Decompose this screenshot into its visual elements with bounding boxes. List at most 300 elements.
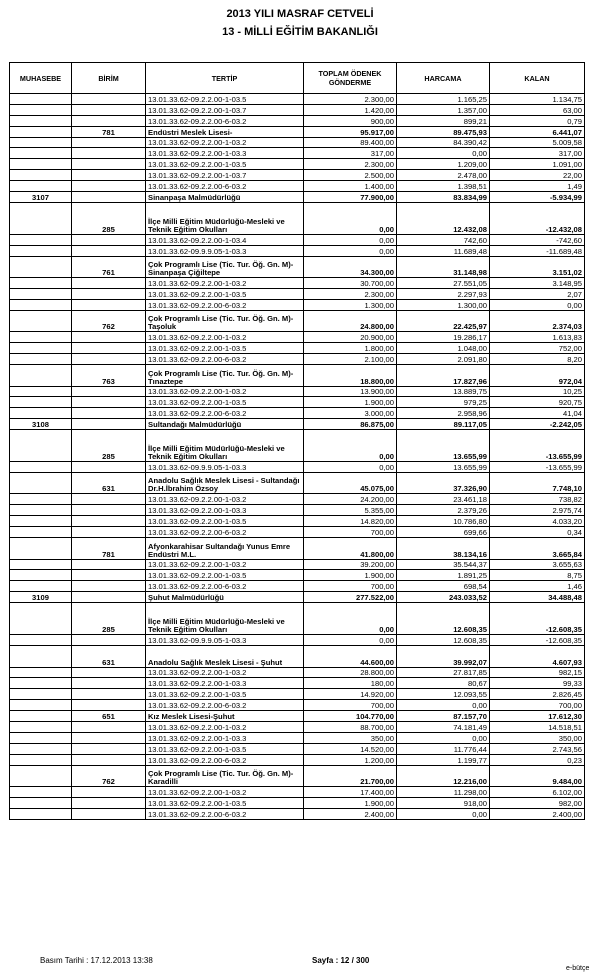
muhasebe-cell [10, 505, 72, 516]
harcama-cell: 1.199,77 [397, 754, 490, 765]
muhasebe-cell [10, 245, 72, 256]
odenek-cell: 900,00 [304, 115, 397, 126]
birim-cell [72, 808, 146, 819]
birim-cell [72, 234, 146, 245]
muhasebe-cell [10, 365, 72, 387]
birim-cell [72, 343, 146, 354]
harcama-cell: 698,54 [397, 581, 490, 592]
tertip-cell: İlçe Milli Eğitim Müdürlüğü-Mesleki ve Teknik Eğitim Okulları [146, 603, 304, 635]
kalan-cell: -11.689,48 [490, 245, 585, 256]
kalan-cell: 63,00 [490, 104, 585, 115]
kalan-cell: 3.655,63 [490, 559, 585, 570]
birim-cell [72, 245, 146, 256]
table-row [10, 570, 585, 581]
muhasebe-cell [10, 570, 72, 581]
table-row [10, 419, 585, 430]
birim-cell [72, 743, 146, 754]
odenek-cell: 1.200,00 [304, 754, 397, 765]
odenek-cell: 89.400,00 [304, 137, 397, 148]
odenek-cell: 2.300,00 [304, 289, 397, 300]
col-header-tertip: TERTİP [146, 63, 304, 94]
kalan-cell: 3.665,84 [490, 538, 585, 560]
kalan-cell: 0,79 [490, 115, 585, 126]
odenek-cell: 13.900,00 [304, 386, 397, 397]
page-number: Sayfa : 12 / 300 [312, 956, 370, 965]
muhasebe-cell [10, 494, 72, 505]
kalan-cell: 0,00 [490, 299, 585, 310]
harcama-cell: 12.608,35 [397, 603, 490, 635]
kalan-cell: 1.091,00 [490, 159, 585, 170]
odenek-cell: 180,00 [304, 678, 397, 689]
muhasebe-cell [10, 289, 72, 300]
tertip-cell: 13.01.33.62-09.2.2.00-1-03.2 [146, 559, 304, 570]
muhasebe-cell [10, 808, 72, 819]
table-row [10, 430, 585, 462]
birim-cell [72, 137, 146, 148]
harcama-cell: 12.432,08 [397, 202, 490, 234]
table-row [10, 808, 585, 819]
birim-cell: 781 [72, 538, 146, 560]
odenek-cell: 2.300,00 [304, 159, 397, 170]
tertip-cell: Çok Programlı Lise (Tic. Tur. Öğ. Gn. M)-Taşoluk [146, 310, 304, 332]
tertip-cell: 13.01.33.62-09.2.2.00-6-03.2 [146, 299, 304, 310]
tertip-cell: 13.01.33.62-09.2.2.00-1-03.5 [146, 159, 304, 170]
birim-cell: 631 [72, 646, 146, 668]
odenek-cell: 104.770,00 [304, 711, 397, 722]
harcama-cell: 899,21 [397, 115, 490, 126]
birim-cell [72, 494, 146, 505]
birim-cell [72, 505, 146, 516]
muhasebe-cell [10, 397, 72, 408]
kalan-cell: 4.607,93 [490, 646, 585, 668]
kalan-cell: 1,49 [490, 181, 585, 192]
tertip-cell: 13.01.33.62-09.2.2.00-1-03.2 [146, 787, 304, 798]
odenek-cell: 0,00 [304, 234, 397, 245]
birim-cell [72, 787, 146, 798]
tertip-cell: Afyonkarahisar Sultandağı Yunus Emre Endüstri M.L. [146, 538, 304, 560]
table-row [10, 245, 585, 256]
harcama-cell: 1.165,25 [397, 94, 490, 105]
birim-cell: 762 [72, 765, 146, 787]
birim-cell [72, 332, 146, 343]
birim-cell [72, 148, 146, 159]
birim-cell: 651 [72, 711, 146, 722]
odenek-cell: 34.300,00 [304, 256, 397, 278]
harcama-cell: 19.286,17 [397, 332, 490, 343]
tertip-cell: 13.01.33.62-09.2.2.00-1-03.3 [146, 732, 304, 743]
muhasebe-cell [10, 137, 72, 148]
tertip-cell: 13.01.33.62-09.2.2.00-1-03.5 [146, 689, 304, 700]
birim-cell: 285 [72, 202, 146, 234]
birim-cell [72, 689, 146, 700]
muhasebe-cell [10, 635, 72, 646]
odenek-cell: 0,00 [304, 603, 397, 635]
tertip-cell: 13.01.33.62-09.2.2.00-1-03.2 [146, 667, 304, 678]
muhasebe-cell [10, 343, 72, 354]
table-row [10, 104, 585, 115]
tertip-cell: 13.01.33.62-09.2.2.00-6-03.2 [146, 754, 304, 765]
harcama-cell: 2.297,93 [397, 289, 490, 300]
muhasebe-cell [10, 732, 72, 743]
kalan-cell: -2.242,05 [490, 419, 585, 430]
odenek-cell: 5.355,00 [304, 505, 397, 516]
harcama-cell: 1.300,00 [397, 299, 490, 310]
kalan-cell: -13.655,99 [490, 462, 585, 473]
muhasebe-cell [10, 430, 72, 462]
muhasebe-cell [10, 711, 72, 722]
table-row [10, 354, 585, 365]
tertip-cell: 13.01.33.62-09.2.2.00-1-03.2 [146, 278, 304, 289]
muhasebe-cell [10, 256, 72, 278]
odenek-cell: 1.300,00 [304, 299, 397, 310]
muhasebe-cell [10, 797, 72, 808]
birim-cell [72, 700, 146, 711]
harcama-cell: 243.033,52 [397, 592, 490, 603]
harcama-cell: 1.048,00 [397, 343, 490, 354]
tertip-cell: 13.01.33.62-09.2.2.00-1-03.5 [146, 397, 304, 408]
kalan-cell: -12.608,35 [490, 603, 585, 635]
table-row [10, 289, 585, 300]
harcama-cell: 17.827,96 [397, 365, 490, 387]
tertip-cell: Çok Programlı Lise (Tic. Tur. Öğ. Gn. M)-Tınaztepe [146, 365, 304, 387]
birim-cell: 762 [72, 310, 146, 332]
muhasebe-cell [10, 408, 72, 419]
table-row [10, 689, 585, 700]
harcama-cell: 87.157,70 [397, 711, 490, 722]
kalan-cell: 34.488,48 [490, 592, 585, 603]
odenek-cell: 0,00 [304, 462, 397, 473]
tertip-cell: 13.01.33.62-09.2.2.00-1-03.5 [146, 797, 304, 808]
muhasebe-cell [10, 462, 72, 473]
odenek-cell: 0,00 [304, 245, 397, 256]
tertip-cell: Çok Programlı Lise (Tic. Tur. Öğ. Gn. M)-Sinanpaşa Çiğiltepe [146, 256, 304, 278]
odenek-cell: 2.300,00 [304, 94, 397, 105]
odenek-cell: 1.420,00 [304, 104, 397, 115]
muhasebe-cell: 3109 [10, 592, 72, 603]
muhasebe-cell [10, 678, 72, 689]
tertip-cell: 13.01.33.62-09.2.2.00-1-03.3 [146, 505, 304, 516]
kalan-cell: 1,46 [490, 581, 585, 592]
kalan-cell: 1.134,75 [490, 94, 585, 105]
kalan-cell: 99,33 [490, 678, 585, 689]
harcama-cell: 35.544,37 [397, 559, 490, 570]
table-row [10, 505, 585, 516]
kalan-cell: 2.374,03 [490, 310, 585, 332]
harcama-cell: 12.608,35 [397, 635, 490, 646]
kalan-cell: 3.151,02 [490, 256, 585, 278]
kalan-cell: 2.975,74 [490, 505, 585, 516]
harcama-cell: 12.216,00 [397, 765, 490, 787]
birim-cell [72, 678, 146, 689]
kalan-cell: 17.612,30 [490, 711, 585, 722]
tertip-cell: Endüstri Meslek Lisesi- [146, 126, 304, 137]
table-row [10, 234, 585, 245]
harcama-cell: 0,00 [397, 732, 490, 743]
harcama-cell: 2.091,80 [397, 354, 490, 365]
birim-cell [72, 104, 146, 115]
harcama-cell: 1.891,25 [397, 570, 490, 581]
odenek-cell: 77.900,00 [304, 192, 397, 203]
table-row [10, 170, 585, 181]
muhasebe-cell [10, 299, 72, 310]
harcama-cell: 0,00 [397, 808, 490, 819]
table-row [10, 603, 585, 635]
harcama-cell: 2.958,96 [397, 408, 490, 419]
kalan-cell: 738,82 [490, 494, 585, 505]
harcama-cell: 11.298,00 [397, 787, 490, 798]
table-row [10, 667, 585, 678]
birim-cell [72, 192, 146, 203]
muhasebe-cell [10, 743, 72, 754]
kalan-cell: 2.826,45 [490, 689, 585, 700]
muhasebe-cell [10, 700, 72, 711]
print-date: Basım Tarihi : 17.12.2013 13:38 [40, 956, 153, 965]
odenek-cell: 21.700,00 [304, 765, 397, 787]
odenek-cell: 2.400,00 [304, 808, 397, 819]
muhasebe-cell [10, 689, 72, 700]
table-row [10, 365, 585, 387]
odenek-cell: 24.800,00 [304, 310, 397, 332]
birim-cell [72, 289, 146, 300]
kalan-cell: 41,04 [490, 408, 585, 419]
odenek-cell: 41.800,00 [304, 538, 397, 560]
harcama-cell: 89.117,05 [397, 419, 490, 430]
table-header-row [10, 63, 585, 94]
harcama-cell: 918,00 [397, 797, 490, 808]
tertip-cell: 13.01.33.62-09.2.2.00-1-03.5 [146, 743, 304, 754]
tertip-cell: 13.01.33.62-09.2.2.00-1-03.5 [146, 570, 304, 581]
table-row [10, 711, 585, 722]
table-row [10, 743, 585, 754]
harcama-cell: 742,60 [397, 234, 490, 245]
muhasebe-cell [10, 581, 72, 592]
birim-cell [72, 527, 146, 538]
table-row [10, 115, 585, 126]
harcama-cell: 22.425,97 [397, 310, 490, 332]
muhasebe-cell [10, 516, 72, 527]
table-row [10, 516, 585, 527]
col-header-birim: BİRİM [72, 63, 146, 94]
muhasebe-cell [10, 202, 72, 234]
muhasebe-cell [10, 310, 72, 332]
harcama-cell: 74.181,49 [397, 721, 490, 732]
muhasebe-cell [10, 721, 72, 732]
table-row [10, 159, 585, 170]
tertip-cell: 13.01.33.62-09.2.2.00-1-03.2 [146, 494, 304, 505]
kalan-cell: 317,00 [490, 148, 585, 159]
table-row [10, 299, 585, 310]
harcama-cell: 0,00 [397, 700, 490, 711]
kalan-cell: 14.518,51 [490, 721, 585, 732]
birim-cell [72, 386, 146, 397]
birim-cell [72, 419, 146, 430]
tertip-cell: 13.01.33.62-09.2.2.00-1-03.5 [146, 343, 304, 354]
harcama-cell: 979,25 [397, 397, 490, 408]
report-subtitle: 13 - MİLLİ EĞİTİM BAKANLIĞI [222, 26, 378, 38]
odenek-cell: 0,00 [304, 202, 397, 234]
harcama-cell: 11.689,48 [397, 245, 490, 256]
tertip-cell: 13.01.33.62-09.2.2.00-1-03.2 [146, 386, 304, 397]
odenek-cell: 86.875,00 [304, 419, 397, 430]
tertip-cell: 13.01.33.62-09.2.2.00-6-03.2 [146, 581, 304, 592]
harcama-cell: 13.655,99 [397, 430, 490, 462]
odenek-cell: 0,00 [304, 635, 397, 646]
tertip-cell: 13.01.33.62-09.2.2.00-1-03.5 [146, 94, 304, 105]
table-row [10, 332, 585, 343]
tertip-cell: 13.01.33.62-09.9.9.05-1-03.3 [146, 245, 304, 256]
table-row [10, 386, 585, 397]
kalan-cell: -12.608,35 [490, 635, 585, 646]
col-header-muhasebe: MUHASEBE [10, 63, 72, 94]
tertip-cell: 13.01.33.62-09.2.2.00-1-03.4 [146, 234, 304, 245]
muhasebe-cell [10, 115, 72, 126]
muhasebe-cell [10, 181, 72, 192]
table-body [10, 94, 585, 820]
table-row [10, 278, 585, 289]
harcama-cell: 27.817,85 [397, 667, 490, 678]
table-row [10, 646, 585, 668]
table-row [10, 462, 585, 473]
col-header-harcama: HARCAMA [397, 63, 490, 94]
odenek-cell: 14.520,00 [304, 743, 397, 754]
odenek-cell: 28.800,00 [304, 667, 397, 678]
table-row [10, 581, 585, 592]
odenek-cell: 2.500,00 [304, 170, 397, 181]
odenek-cell: 700,00 [304, 581, 397, 592]
birim-cell [72, 592, 146, 603]
tertip-cell: Kız Meslek Lisesi-Şuhut [146, 711, 304, 722]
tertip-cell: İlçe Milli Eğitim Müdürlüğü-Mesleki ve Teknik Eğitim Okulları [146, 430, 304, 462]
odenek-cell: 700,00 [304, 700, 397, 711]
harcama-cell: 1.209,00 [397, 159, 490, 170]
table-row [10, 472, 585, 494]
odenek-cell: 700,00 [304, 527, 397, 538]
muhasebe-cell [10, 603, 72, 635]
table-row [10, 192, 585, 203]
odenek-cell: 45.075,00 [304, 472, 397, 494]
table-row [10, 635, 585, 646]
harcama-cell: 83.834,99 [397, 192, 490, 203]
table-row [10, 408, 585, 419]
tertip-cell: Anadolu Sağlık Meslek Lisesi - Şuhut [146, 646, 304, 668]
muhasebe-cell [10, 754, 72, 765]
kalan-cell: 2,07 [490, 289, 585, 300]
odenek-cell: 350,00 [304, 732, 397, 743]
kalan-cell: 10,25 [490, 386, 585, 397]
tertip-cell: 13.01.33.62-09.2.2.00-1-03.5 [146, 289, 304, 300]
table-row [10, 559, 585, 570]
harcama-cell: 1.357,00 [397, 104, 490, 115]
odenek-cell: 95.917,00 [304, 126, 397, 137]
table-row [10, 700, 585, 711]
odenek-cell: 14.820,00 [304, 516, 397, 527]
muhasebe-cell [10, 104, 72, 115]
harcama-cell: 2.379,26 [397, 505, 490, 516]
kalan-cell: 0,23 [490, 754, 585, 765]
birim-cell [72, 570, 146, 581]
kalan-cell: 982,15 [490, 667, 585, 678]
kalan-cell: 982,00 [490, 797, 585, 808]
harcama-cell: 39.992,07 [397, 646, 490, 668]
odenek-cell: 1.900,00 [304, 797, 397, 808]
expense-table [9, 62, 585, 820]
kalan-cell: -5.934,99 [490, 192, 585, 203]
muhasebe-cell [10, 667, 72, 678]
birim-cell [72, 667, 146, 678]
muhasebe-cell [10, 234, 72, 245]
kalan-cell: 2.400,00 [490, 808, 585, 819]
birim-cell: 285 [72, 603, 146, 635]
table-row [10, 754, 585, 765]
birim-cell [72, 559, 146, 570]
harcama-cell: 13.655,99 [397, 462, 490, 473]
muhasebe-cell [10, 538, 72, 560]
table-row [10, 797, 585, 808]
harcama-cell: 80,67 [397, 678, 490, 689]
odenek-cell: 18.800,00 [304, 365, 397, 387]
table-row [10, 94, 585, 105]
kalan-cell: 8,75 [490, 570, 585, 581]
muhasebe-cell [10, 386, 72, 397]
tertip-cell: 13.01.33.62-09.2.2.00-6-03.2 [146, 808, 304, 819]
muhasebe-cell [10, 94, 72, 105]
kalan-cell: 6.102,00 [490, 787, 585, 798]
kalan-cell: 2.743,56 [490, 743, 585, 754]
harcama-cell: 2.478,00 [397, 170, 490, 181]
kalan-cell: 22,00 [490, 170, 585, 181]
odenek-cell: 1.900,00 [304, 397, 397, 408]
birim-cell [72, 581, 146, 592]
kalan-cell: 9.484,00 [490, 765, 585, 787]
tertip-cell: Çok Programlı Lise (Tic. Tur. Öğ. Gn. M)-Karadilli [146, 765, 304, 787]
birim-cell: 285 [72, 430, 146, 462]
harcama-cell: 84.390,42 [397, 137, 490, 148]
tertip-cell: 13.01.33.62-09.2.2.00-1-03.3 [146, 148, 304, 159]
harcama-cell: 1.398,51 [397, 181, 490, 192]
odenek-cell: 24.200,00 [304, 494, 397, 505]
kalan-cell: 4.033,20 [490, 516, 585, 527]
birim-cell [72, 462, 146, 473]
tertip-cell: İlçe Milli Eğitim Müdürlüğü-Mesleki ve Teknik Eğitim Okulları [146, 202, 304, 234]
tertip-cell: 13.01.33.62-09.2.2.00-1-03.7 [146, 170, 304, 181]
harcama-cell: 27.551,05 [397, 278, 490, 289]
kalan-cell: 7.748,10 [490, 472, 585, 494]
birim-cell: 631 [72, 472, 146, 494]
kalan-cell: -742,60 [490, 234, 585, 245]
odenek-cell: 30.700,00 [304, 278, 397, 289]
muhasebe-cell [10, 646, 72, 668]
kalan-cell: 0,34 [490, 527, 585, 538]
odenek-cell: 39.200,00 [304, 559, 397, 570]
tertip-cell: 13.01.33.62-09.2.2.00-1-03.2 [146, 721, 304, 732]
muhasebe-cell [10, 354, 72, 365]
kalan-cell: 752,00 [490, 343, 585, 354]
tertip-cell: 13.01.33.62-09.2.2.00-1-03.5 [146, 516, 304, 527]
col-header-odenek: TOPLAM ÖDENEK GÖNDERME [304, 63, 397, 94]
tertip-cell: 13.01.33.62-09.2.2.00-6-03.2 [146, 181, 304, 192]
brand-label: e-bütçe [566, 965, 590, 972]
odenek-cell: 2.100,00 [304, 354, 397, 365]
harcama-cell: 38.134,16 [397, 538, 490, 560]
harcama-cell: 12.093,55 [397, 689, 490, 700]
birim-cell: 763 [72, 365, 146, 387]
table-row [10, 787, 585, 798]
tertip-cell: Sinanpaşa Malmüdürlüğü [146, 192, 304, 203]
harcama-cell: 89.475,93 [397, 126, 490, 137]
birim-cell [72, 754, 146, 765]
odenek-cell: 1.400,00 [304, 181, 397, 192]
kalan-cell: 6.441,07 [490, 126, 585, 137]
